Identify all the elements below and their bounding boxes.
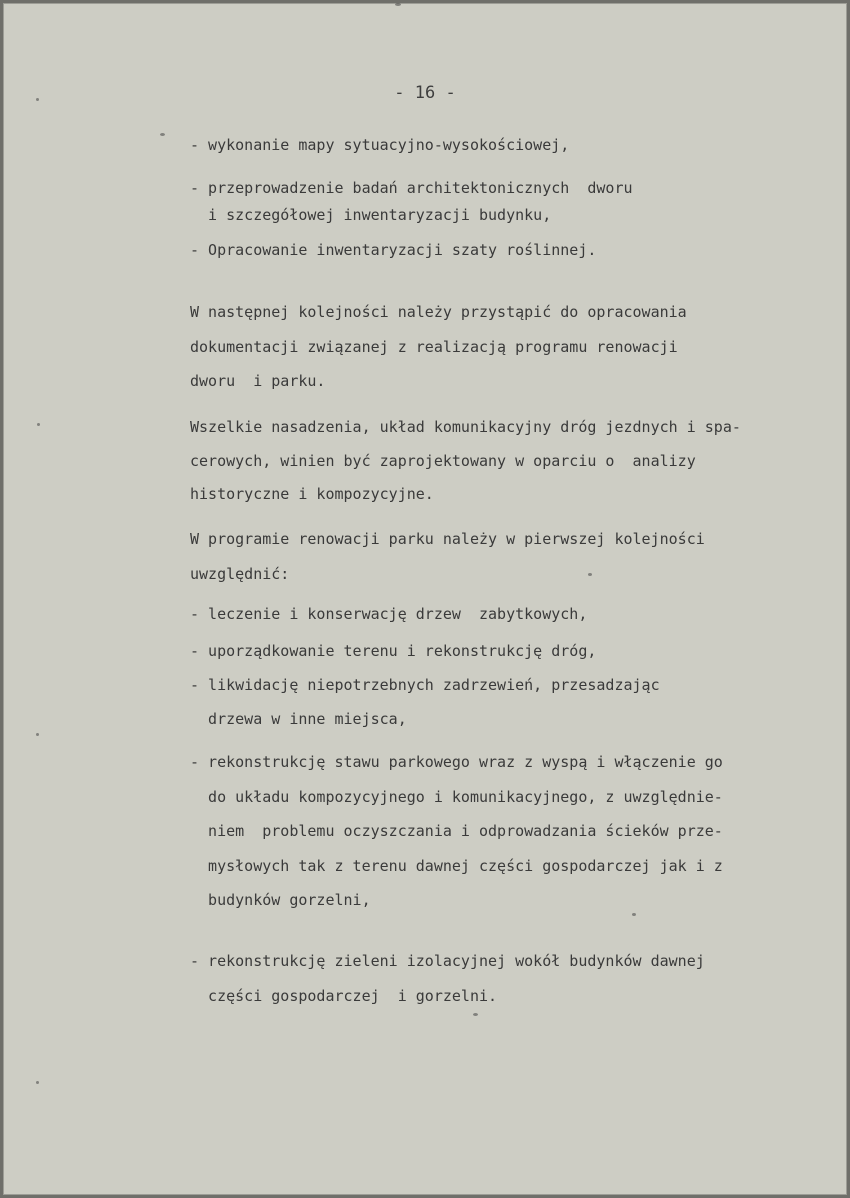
document-page [3, 3, 847, 1195]
paper-speck [36, 733, 39, 736]
list-item: - wykonanie mapy sytuacyjno-wysokościowej, [190, 136, 570, 154]
list-item-continuation: niem problemu oczyszczania i odprowadzania ścieków prze- [190, 822, 723, 840]
paragraph-line: W następnej kolejności należy przystąpić do opracowania [190, 303, 687, 321]
paragraph-line: Wszelkie nasadzenia, układ komunikacyjny dróg jezdnych i spa- [190, 418, 741, 436]
list-item: - Opracowanie inwentaryzacji szaty roślinnej. [190, 241, 597, 259]
paragraph-line: uwzględnić: [190, 565, 290, 583]
list-item-continuation: mysłowych tak z terenu dawnej części gospodarczej jak i z [190, 857, 723, 875]
list-item-continuation: do układu kompozycyjnego i komunikacyjnego, z uwzględnie- [190, 788, 723, 806]
paper-speck [36, 1081, 39, 1084]
paper-speck [473, 1013, 478, 1016]
list-item: - rekonstrukcję stawu parkowego wraz z wyspą i włączenie go [190, 753, 723, 771]
list-item: - likwidację niepotrzebnych zadrzewień, przesadzając [190, 676, 660, 694]
list-item: - leczenie i konserwację drzew zabytkowych, [190, 605, 588, 623]
paragraph-line: cerowych, winien być zaprojektowany w oparciu o analizy [190, 452, 696, 470]
paper-speck [160, 133, 165, 136]
paper-speck [37, 423, 40, 426]
paper-speck [395, 3, 401, 6]
list-item: - rekonstrukcję zieleni izolacyjnej wokół budynków dawnej [190, 952, 705, 970]
list-item-continuation: budynków gorzelni, [190, 891, 371, 909]
list-item-continuation: drzewa w inne miejsca, [190, 710, 407, 728]
paper-speck [632, 913, 636, 916]
paper-speck [36, 98, 39, 101]
paragraph-line: W programie renowacji parku należy w pierwszej kolejności [190, 530, 705, 548]
page-number: - 16 - [394, 83, 456, 103]
list-item: - uporządkowanie terenu i rekonstrukcję dróg, [190, 642, 597, 660]
paragraph-line: dworu i parku. [190, 372, 326, 390]
list-item: - przeprowadzenie badań architektonicznych dworu [190, 179, 633, 197]
paragraph-line: dokumentacji związanej z realizacją programu renowacji [190, 338, 678, 356]
paragraph-line: historyczne i kompozycyjne. [190, 485, 434, 503]
paper-speck [588, 573, 592, 576]
list-item-continuation: części gospodarczej i gorzelni. [190, 987, 498, 1005]
list-item-continuation: i szczegółowej inwentaryzacji budynku, [190, 206, 552, 224]
